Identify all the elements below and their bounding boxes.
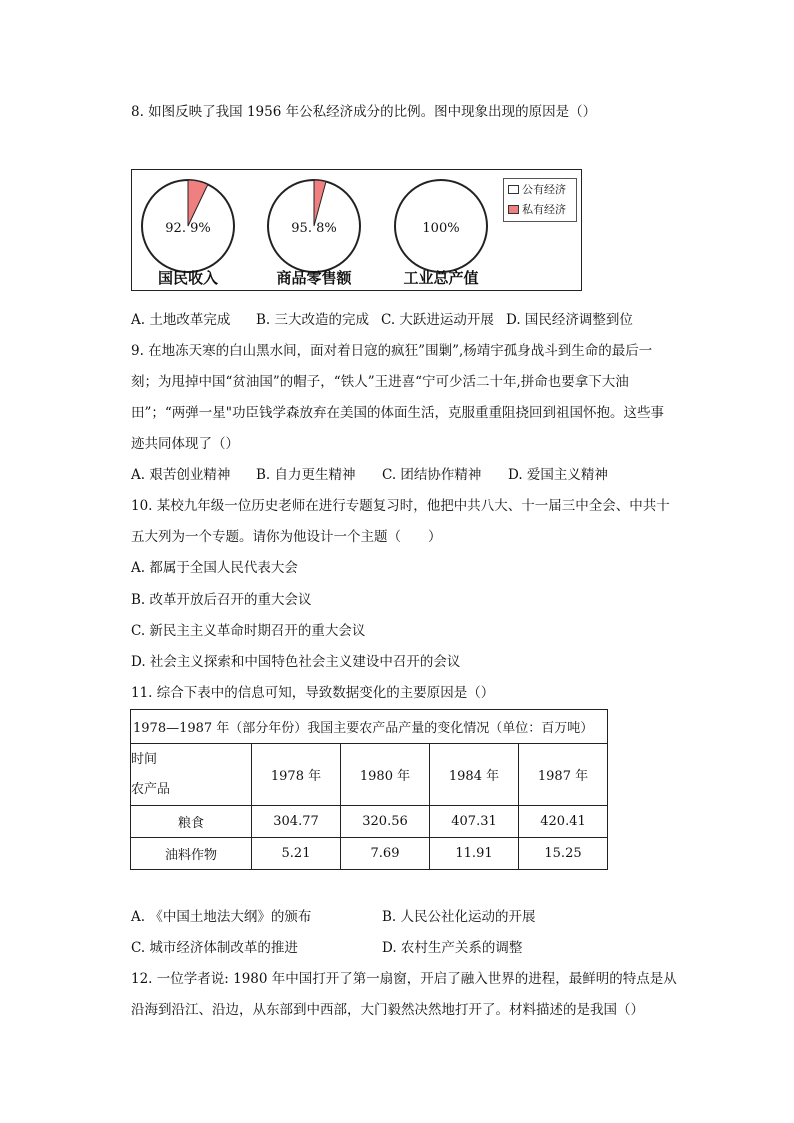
legend-swatch	[508, 205, 519, 214]
table-cell: 7.69	[341, 838, 430, 870]
q10-option-b[interactable]: B. 改革开放后召开的重大会议	[131, 592, 312, 608]
table-cell: 15.25	[519, 838, 608, 870]
legend-label: 私有经济	[522, 203, 566, 216]
q11-options-row1	[131, 907, 536, 927]
q11-option-b[interactable]: B. 人民公社化运动的开展	[382, 909, 536, 925]
pie-caption: 工业总产值	[403, 269, 479, 287]
q8-option-d[interactable]: D. 国民经济调整到位	[506, 312, 633, 328]
table-caption-row	[131, 710, 608, 744]
corner-product-label: 农产品	[131, 781, 171, 797]
row-label: 油料作物	[131, 838, 252, 870]
q8-options	[131, 310, 633, 330]
q9-options	[131, 465, 608, 485]
q11-options-row2	[131, 938, 522, 958]
pie-value-label: 95. 8%	[291, 221, 337, 236]
table-corner-cell	[131, 744, 252, 806]
q9-stem-line: 田”；“两弹一星"功臣钱学森放弃在美国的体面生活，克服重重阻挠回到祖国怀抱。这些事	[131, 405, 665, 421]
row-label: 粮食	[131, 806, 252, 838]
table-header-year: 1978 年	[252, 744, 341, 806]
legend-item-private	[504, 199, 576, 219]
q9-option-a[interactable]: A. 艰苦创业精神	[131, 467, 231, 483]
q11-option-c[interactable]: C. 城市经济体制改革的推进	[131, 940, 298, 956]
q10-option-d[interactable]: D. 社会主义探索和中国特色社会主义建设中召开的会议	[131, 654, 461, 670]
pie-value-label: 100%	[422, 221, 460, 236]
q9-stem-line: 迹共同体现了（）	[131, 436, 239, 452]
production-table	[130, 709, 608, 870]
q11-option-d[interactable]: D. 农村生产关系的调整	[382, 940, 523, 956]
q10-stem-line: 五大列为一个专题。请你为他设计一个主题（ ）	[131, 529, 442, 545]
table-cell: 11.91	[430, 838, 519, 870]
table-row	[131, 806, 608, 838]
table-cell: 304.77	[252, 806, 341, 838]
q8-option-c[interactable]: C. 大跃进运动开展	[381, 312, 494, 328]
q9-option-c[interactable]: C. 团结协作精神	[382, 467, 482, 483]
q12-stem-line: 沿海到沿江、沿边，从东部到中西部，大门毅然决然地打开了。材料描述的是我国（）	[131, 1002, 644, 1018]
table-cell: 420.41	[519, 806, 608, 838]
q10-option-c[interactable]: C. 新民主主义革命时期召开的重大会议	[131, 623, 366, 639]
q12-stem-line: 12. 一位学者说: 1980 年中国打开了第一扇窗，开启了融入世界的进程，最鲜明的特点是从	[131, 971, 677, 987]
q11-stem: 11. 综合下表中的信息可知，导致数据变化的主要原因是（）	[131, 685, 495, 701]
q10-option-a[interactable]: A. 都属于全国人民代表大会	[131, 560, 298, 576]
q9-option-b[interactable]: B. 自力更生精神	[256, 467, 356, 483]
legend-item-public	[504, 179, 576, 199]
table-header-year: 1987 年	[519, 744, 608, 806]
table-cell: 5.21	[252, 838, 341, 870]
q8-stem: 8. 如图反映了我国 1956 年公私经济成分的比例。图中现象出现的原因是（）	[131, 104, 597, 120]
table-header-year: 1984 年	[430, 744, 519, 806]
pie-legend	[503, 178, 577, 222]
table-header-row	[131, 744, 608, 806]
q11-option-a[interactable]: A. 《中国土地法大纲》的颁布	[131, 909, 312, 925]
pie-value-label: 92. 9%	[165, 221, 211, 236]
table-header-year: 1980 年	[341, 744, 430, 806]
q8-option-a[interactable]: A. 土地改革完成	[131, 312, 231, 328]
q9-stem-line: 9. 在地冻天寒的白山黑水间，面对着日寇的疯狂”围剿”,杨靖宇孤身战斗到生命的最后一	[131, 343, 653, 359]
pie-caption: 商品零售额	[276, 269, 352, 287]
table-row	[131, 838, 608, 870]
pie-caption: 国民收入	[157, 269, 218, 287]
q9-option-d[interactable]: D. 爱国主义精神	[508, 467, 608, 483]
q8-option-b[interactable]: B. 三大改造的完成	[256, 312, 370, 328]
legend-swatch	[508, 185, 519, 194]
legend-label: 公有经济	[522, 183, 566, 196]
table-cell: 407.31	[430, 806, 519, 838]
q10-stem-line: 10. 某校九年级一位历史老师在进行专题复习时，他把中共八大、十一届三中全会、中共十	[131, 498, 670, 514]
table-caption: 1978—1987 年（部分年份）我国主要农产品产量的变化情况（单位：百万吨）	[131, 710, 608, 744]
table-cell: 320.56	[341, 806, 430, 838]
q9-stem-line: 刻；为甩掉中国“贫油国”的帽子，“铁人”王进喜“宁可少活二十年,拼命也要拿下大油	[131, 374, 629, 390]
corner-time-label: 时间	[131, 751, 158, 767]
